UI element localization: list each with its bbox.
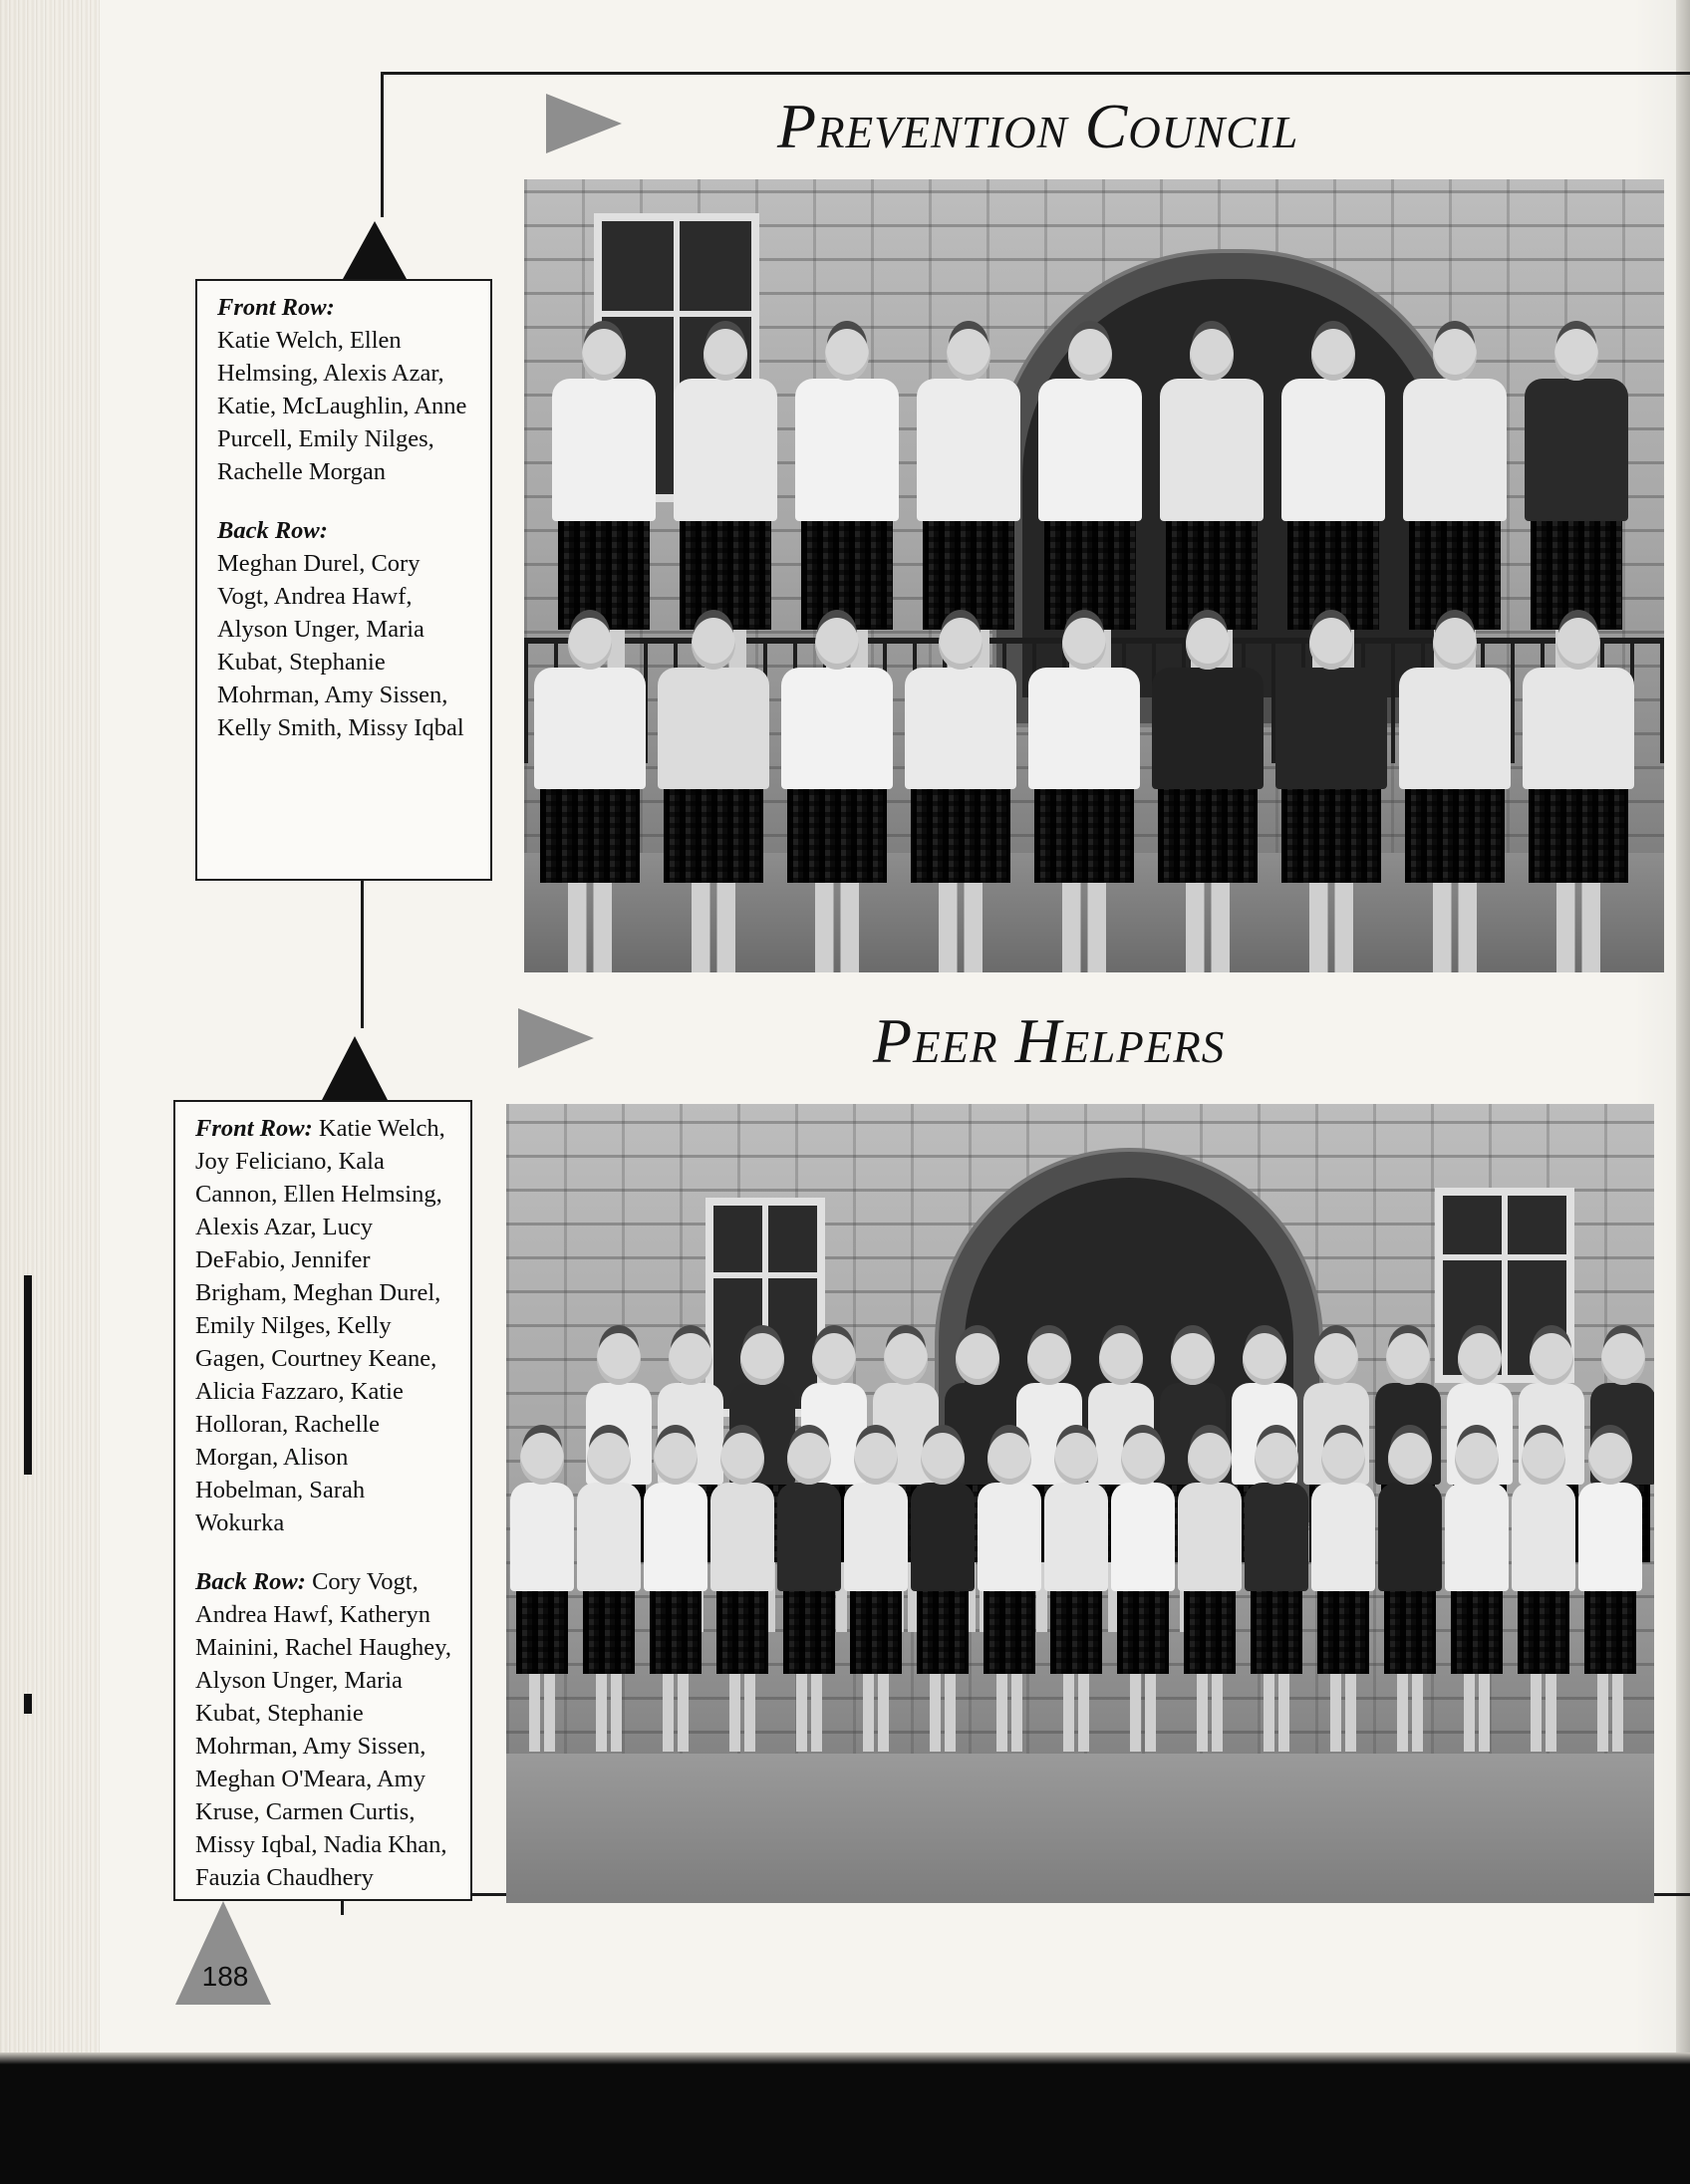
back-row-names: Meghan Durel, Cory Vogt, Andrea Hawf, Alyson Unger, Maria Kubat, Stephanie Mohrman, Amy Sissen, Kelly Smith, Missy Iqbal bbox=[217, 550, 464, 741]
frame-top-line bbox=[381, 72, 1690, 75]
group-member-figure bbox=[510, 1433, 574, 1752]
group-member-figure bbox=[644, 1433, 707, 1752]
pennant-icon bbox=[518, 1008, 594, 1068]
triangle-marker-top bbox=[343, 221, 407, 279]
group-member-figure bbox=[905, 618, 1016, 972]
frame-left-line-top bbox=[381, 72, 384, 217]
front-row-names: Katie Welch, Joy Feliciano, Kala Cannon, Ellen Helmsing, Alexis Azar, Lucy DeFabio, Jennifer Brigham, Meghan Durel, Emily Nilges, Kelly Gagen, Courtney Keane, Alicia Fazzaro, Katie Holloran, Rachelle Morgan, Alison Hobelman, Sarah Wokurka bbox=[195, 1115, 445, 1536]
group-member-figure bbox=[777, 1433, 841, 1752]
group-member-figure bbox=[577, 1433, 641, 1752]
section-title-prevention-council: Prevention Council bbox=[777, 91, 1299, 161]
caption-prevention-council bbox=[195, 279, 492, 881]
photo-peer-helpers bbox=[506, 1104, 1654, 1903]
group-member-figure bbox=[844, 1433, 908, 1752]
back-row-label: Back Row: bbox=[195, 1568, 306, 1595]
front-row-names: Katie Welch, Ellen Helmsing, Alexis Azar, Katie, McLaughlin, Anne Purcell, Emily Nilges, Rachelle Morgan bbox=[217, 327, 467, 485]
front-row-block bbox=[217, 291, 476, 488]
group-member-figure bbox=[1512, 1433, 1575, 1752]
section-title-peer-helpers: Peer Helpers bbox=[873, 1005, 1226, 1076]
triangle-marker-bottom bbox=[321, 1036, 389, 1102]
pennant-icon bbox=[546, 94, 622, 153]
group-member-figure bbox=[1378, 1433, 1442, 1752]
group-member-figure bbox=[1523, 618, 1634, 972]
front-row-label: Front Row: bbox=[217, 294, 335, 321]
group-member-figure bbox=[1399, 618, 1511, 972]
back-row-label: Back Row: bbox=[217, 517, 328, 544]
group-member-figure bbox=[1275, 618, 1387, 972]
group-member-figure bbox=[911, 1433, 975, 1752]
group-member-figure bbox=[1152, 618, 1264, 972]
photo-prevention-council bbox=[524, 179, 1664, 972]
spine-mark-small bbox=[24, 1694, 32, 1714]
back-row-block bbox=[217, 514, 476, 744]
page-bottom-shadow bbox=[0, 2052, 1690, 2064]
front-row-label: Front Row: bbox=[195, 1115, 313, 1142]
group-member-figure bbox=[658, 618, 769, 972]
spine-mark bbox=[24, 1275, 32, 1475]
page-edge-stack bbox=[0, 0, 100, 2060]
back-row-names: Cory Vogt, Andrea Hawf, Katheryn Mainini, Rachel Haughey, Alyson Unger, Maria Kubat, Stephanie Mohrman, Amy Sissen, Meghan O'Meara, Amy Kruse, Carmen Curtis, Missy Iqbal, Nadia Khan, Fauzia Chaudhery bbox=[195, 1568, 451, 1891]
group-member-figure bbox=[978, 1433, 1041, 1752]
group-member-figure bbox=[781, 618, 893, 972]
front-row-block bbox=[195, 1112, 456, 1539]
group-member-figure bbox=[1044, 1433, 1108, 1752]
group-member-figure bbox=[710, 1433, 774, 1752]
back-row-block bbox=[195, 1565, 456, 1894]
lawn bbox=[506, 1754, 1654, 1903]
group-member-figure bbox=[1111, 1433, 1175, 1752]
group-member-figure bbox=[1028, 618, 1140, 972]
group-member-figure bbox=[534, 618, 646, 972]
caption-peer-helpers bbox=[173, 1100, 472, 1901]
group-member-figure bbox=[1178, 1433, 1242, 1752]
page-number: 188 bbox=[201, 1961, 249, 1992]
facing-page-edge bbox=[1676, 0, 1690, 2060]
group-member-figure bbox=[1311, 1433, 1375, 1752]
group-member-figure bbox=[1578, 1433, 1642, 1752]
group-member-figure bbox=[1245, 1433, 1308, 1752]
frame-left-line-middle bbox=[361, 879, 364, 1028]
group-member-figure bbox=[1445, 1433, 1509, 1752]
